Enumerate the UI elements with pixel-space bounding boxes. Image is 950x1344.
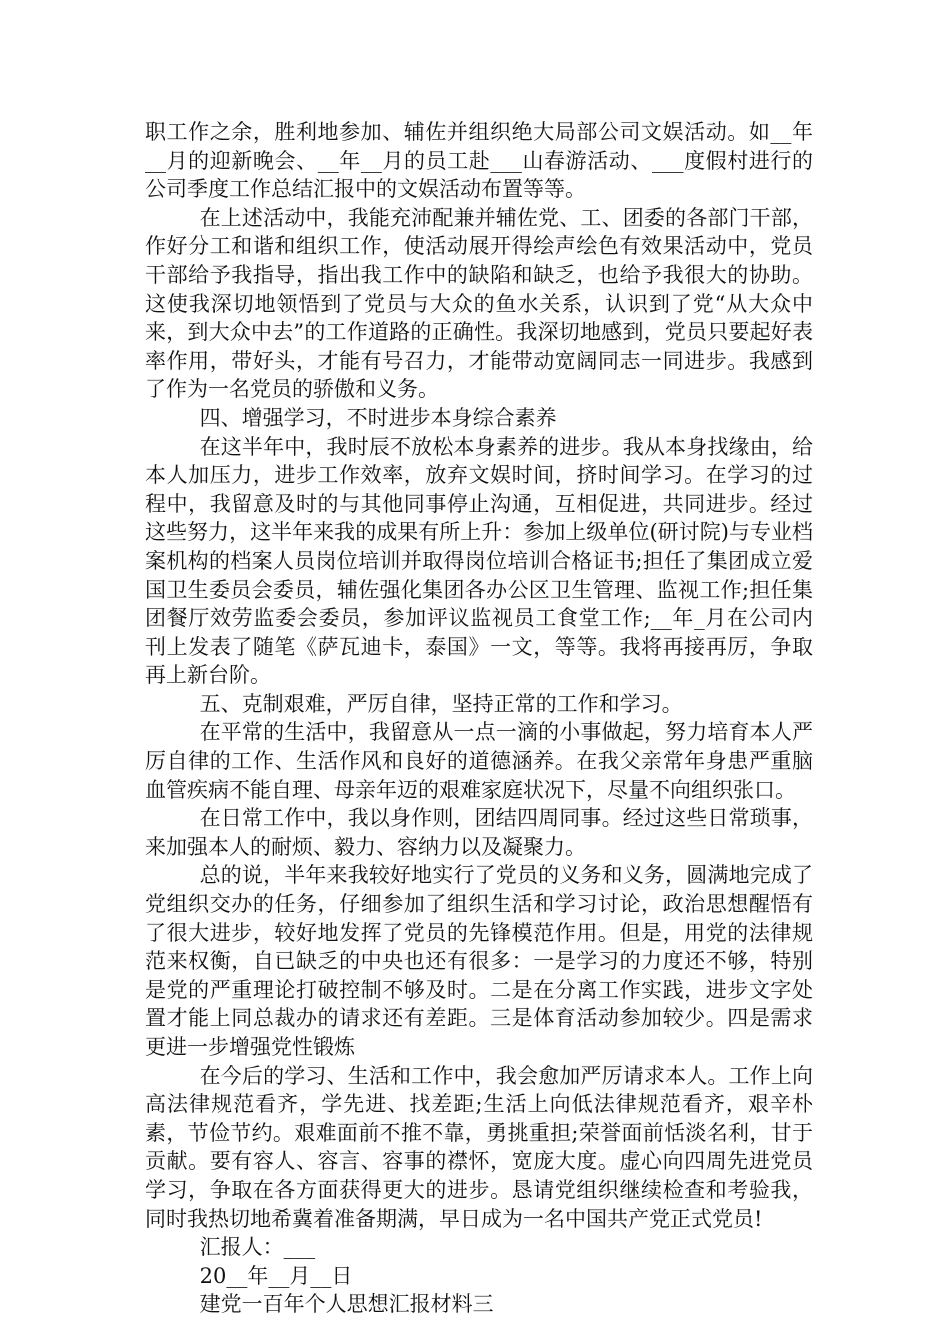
- document-body: [145, 118, 813, 1319]
- paragraph-3: 在这半年中，我时辰不放松本身素养的进步。我从本身找缘由，给本人加压力，进步工作效率，放弃文娱时间，挤时间学习。在学习的过程中，我留意及时的与其他同事停止沟通，互相促进，共同进步。经过这些努力，这半年来我的成果有所上升：参加上级单位(研讨院)与专业档案机构的档案人员岗位培训并取得岗位培训合格证书;担任了集团成立爱国卫生委员会委员，辅佐强化集团各办公区卫生管理、监视工作;担任集团餐厅效劳监委会委员，参加评议监视员工食堂工作;__年_月在公司内刊上发表了随笔《萨瓦迪卡，泰国》一文，等等。我将再接再厉，争取再上新台阶。: [145, 434, 813, 688]
- paragraph-6: 总的说，半年来我较好地实行了党员的义务和义务，圆满地完成了党组织交办的任务，仔细参加了组织生活和学习讨论，政治思想醒悟有了很大进步，较好地发挥了党员的先锋模范作用。但是，用党的法律规范来权衡，自已缺乏的中央也还有很多：一是学习的力度还不够，特别是党的严重理论打破控制不够及时。二是在分离工作实践，进步文字处置才能上同总裁办的请求还有差距。三是体育活动参加较少。四是需求更进一步增强党性锻炼: [145, 863, 813, 1059]
- paragraph-5: 在日常工作中，我以身作则，团结四周同事。经过这些日常琐事，来加强本人的耐烦、毅力、容纳力以及凝聚力。: [145, 806, 813, 859]
- reporter-line: 汇报人：___: [199, 1235, 316, 1260]
- paragraph-4: 在平常的生活中，我留意从一点一滴的小事做起，努力培育本人严厉自律的工作、生活作风和良好的道德涵养。在我父亲常年身患严重脑血管疾病不能自理、母亲年迈的艰难家庭状况下，尽量不向组织张口。: [145, 720, 813, 802]
- date-line: 20__年__月__日: [199, 1263, 353, 1288]
- paragraph-7: 在今后的学习、生活和工作中，我会愈加严厉请求本人。工作上向高法律规范看齐，学先进、找差距;生活上向低法律规范看齐，艰辛朴素，节俭节约。艰难面前不推不靠，勇挑重担;荣誉面前恬淡名利，甘于贡献。要有容人、容言、容事的襟怀，宽庞大度。虚心向四周先进党员学习，争取在各方面获得更大的进步。恳请党组织继续检查和考验我，同时我热切地希冀着准备期满，早日成为一名中国共产党正式党员!: [145, 1063, 813, 1231]
- paragraph-1: 职工作之余，胜利地参加、辅佐并组织绝大局部公司文娱活动。如__年__月的迎新晚会、__年__月的员工赴___山春游活动、___度假村进行的公司季度工作总结汇报中的文娱活动布置等等。: [145, 120, 813, 202]
- paragraph-2: 在上述活动中，我能充沛配兼并辅佐党、工、团委的各部门干部，作好分工和谐和组织工作，使活动展开得绘声绘色有效果活动中，党员干部给予我指导，指出我工作中的缺陷和缺乏，也给予我很大的协助。这使我深切地领悟到了党员与大众的鱼水关系，认识到了党“从大众中来，到大众中去”的工作道路的正确性。我深切地感到，党员只要起好表率作用，带好头，才能有号召力，才能带动宽阔同志一同进步。我感到了作为一名党员的骄傲和义务。: [145, 205, 813, 402]
- section-heading-4: 四、增强学习，不时进步本身综合素养: [199, 405, 557, 430]
- section-heading-5: 五、克制艰难，严厉自律，坚持正常的工作和学习。: [199, 691, 683, 716]
- next-section-title: 建党一百年个人思想汇报材料三: [199, 1292, 494, 1317]
